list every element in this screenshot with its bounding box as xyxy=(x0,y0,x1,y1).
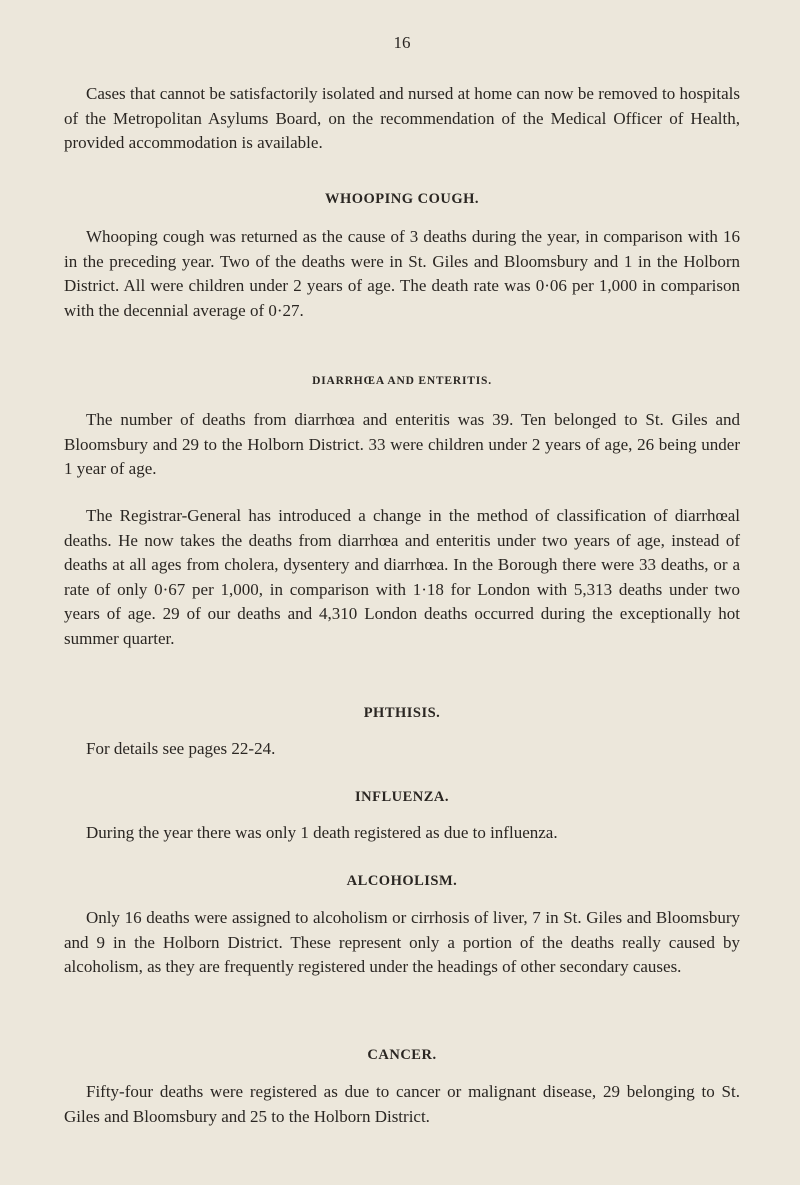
alcoholism-paragraph: Only 16 deaths were assigned to alcoholism or cirrhosis of liver, 7 in St. Giles and Bloomsbury and 9 in the Holborn District. These represent only a portion of the deaths really caused by alcoholism, as they are frequently registered under the headings of other secondary causes. xyxy=(64,908,740,976)
heading-alcoholism: ALCOHOLISM. xyxy=(346,873,458,889)
diarrhoea-paragraph-2: The Registrar-General has introduced a change in the method of classification of diarrhœal deaths. He now takes the deaths from diarrhœa and enteritis under two years of age, instead of deaths at all ages from cholera, dysentery and diarrhœa. In the Borough there were 33 deaths, or a rate of only 0·67 per 1,000, in comparison with 1·18 for London with 5,313 deaths under two years of age. 29 of our deaths and 4,310 London deaths occurred during the exceptionally hot summer quarter. xyxy=(64,506,740,648)
heading-diarrhoea-enteritis: DIARRHŒA AND ENTERITIS. xyxy=(312,375,492,387)
page-number: 16 xyxy=(393,33,411,52)
heading-phthisis: PHTHISIS. xyxy=(363,705,441,721)
cancer-paragraph: Fifty-four deaths were registered as due to cancer or malignant disease, 29 belonging to St. Giles and Bloomsbury and 25 to the Holborn District. xyxy=(64,1082,740,1126)
phthisis-paragraph: For details see pages 22-24. xyxy=(86,739,276,758)
intro-paragraph: Cases that cannot be satisfactorily isolated and nursed at home can now be removed to hospitals of the Metropolitan Asylums Board, on the recommendation of the Medical Officer of Health, provided accommodation is available. xyxy=(64,84,740,152)
influenza-paragraph: During the year there was only 1 death registered as due to influenza. xyxy=(86,823,558,842)
heading-whooping-cough: WHOOPING COUGH. xyxy=(324,191,480,207)
heading-influenza: INFLUENZA. xyxy=(354,789,450,805)
whooping-cough-paragraph: Whooping cough was returned as the cause of 3 deaths during the year, in comparison with 16 in the preceding year. Two of the deaths were in St. Giles and Bloomsbury and 1 in the Holborn District. All were children under 2 years of age. The death rate was 0·06 per 1,000 in comparison with the decennial average of 0·27. xyxy=(64,227,740,320)
heading-cancer: CANCER. xyxy=(367,1047,437,1063)
diarrhoea-paragraph-1: The number of deaths from diarrhœa and enteritis was 39. Ten belonged to St. Giles and Bloomsbury and 29 to the Holborn District. 33 were children under 2 years of age, 26 being under 1 year of age. xyxy=(64,410,740,478)
